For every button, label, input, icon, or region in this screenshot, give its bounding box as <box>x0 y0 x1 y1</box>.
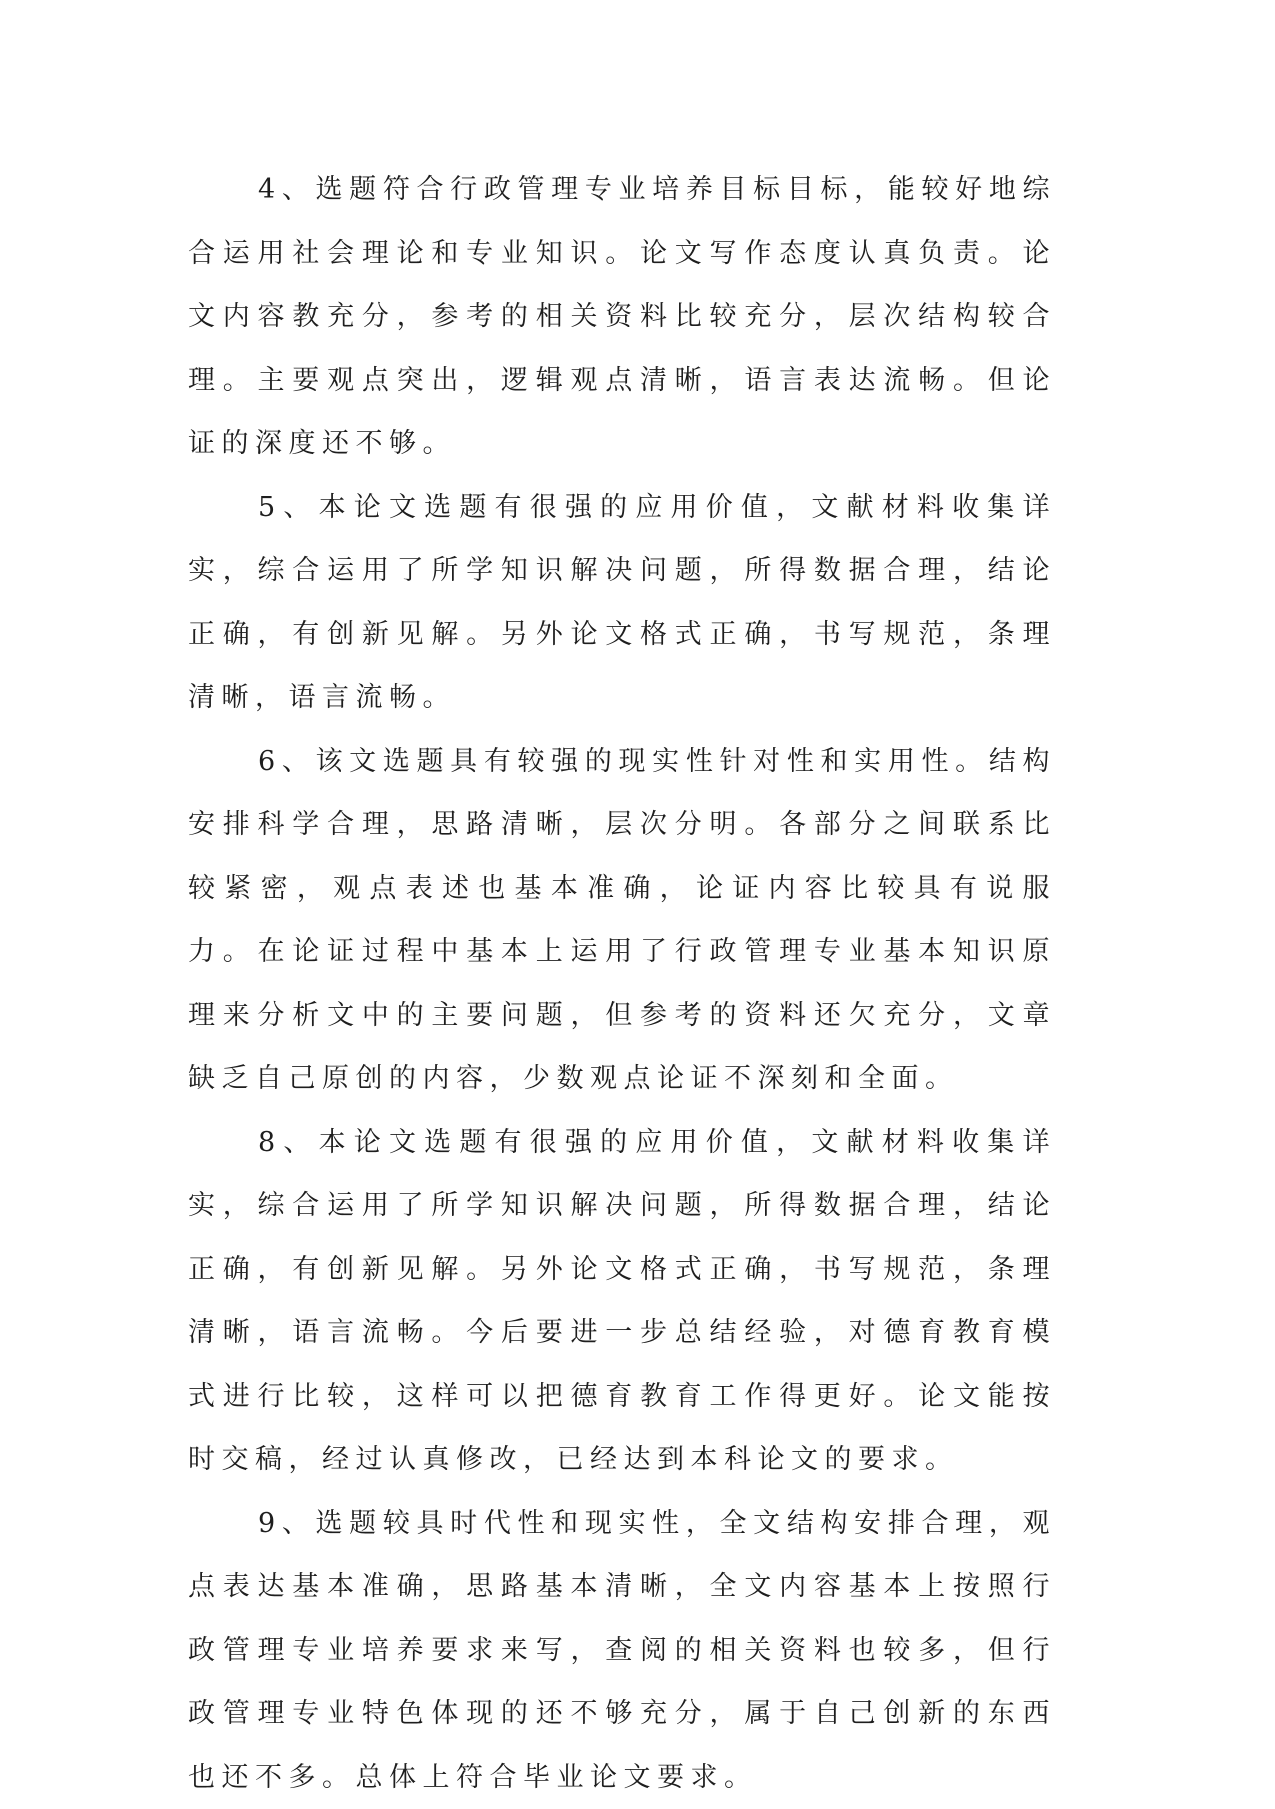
paragraph-item-4: 4、选题符合行政管理专业培养目标目标，能较好地综合运用社会理论和专业知识。论文写作态度认真负责。论文内容教充分，参考的相关资料比较充分，层次结构较合理。主要观点突出，逻辑观点清晰，语言表达流畅。但论证的深度还不够。 <box>188 158 1056 476</box>
paragraph-item-8: 8、本论文选题有很强的应用价值，文献材料收集详实，综合运用了所学知识解决问题，所得数据合理，结论正确，有创新见解。另外论文格式正确，书写规范，条理清晰，语言流畅。今后要进一步总结经验，对德育教育模式进行比较，这样可以把德育教育工作得更好。论文能按时交稿，经过认真修改，已经达到本科论文的要求。 <box>188 1111 1056 1492</box>
paragraph-item-9: 9、选题较具时代性和现实性，全文结构安排合理，观点表达基本准确，思路基本清晰，全文内容基本上按照行政管理专业培养要求来写，查阅的相关资料也较多，但行政管理专业特色体现的还不够充分，属于自己创新的东西也还不多。总体上符合毕业论文要求。 <box>188 1492 1056 1809</box>
paragraph-item-6: 6、该文选题具有较强的现实性针对性和实用性。结构安排科学合理，思路清晰，层次分明。各部分之间联系比较紧密，观点表述也基本准确，论证内容比较具有说服力。在论证过程中基本上运用了行政管理专业基本知识原理来分析文中的主要问题，但参考的资料还欠充分，文章缺乏自己原创的内容，少数观点论证不深刻和全面。 <box>188 730 1056 1111</box>
paragraph-item-5: 5、本论文选题有很强的应用价值，文献材料收集详实，综合运用了所学知识解决问题，所得数据合理，结论正确，有创新见解。另外论文格式正确，书写规范，条理清晰，语言流畅。 <box>188 476 1056 730</box>
document-body <box>188 158 1056 1809</box>
